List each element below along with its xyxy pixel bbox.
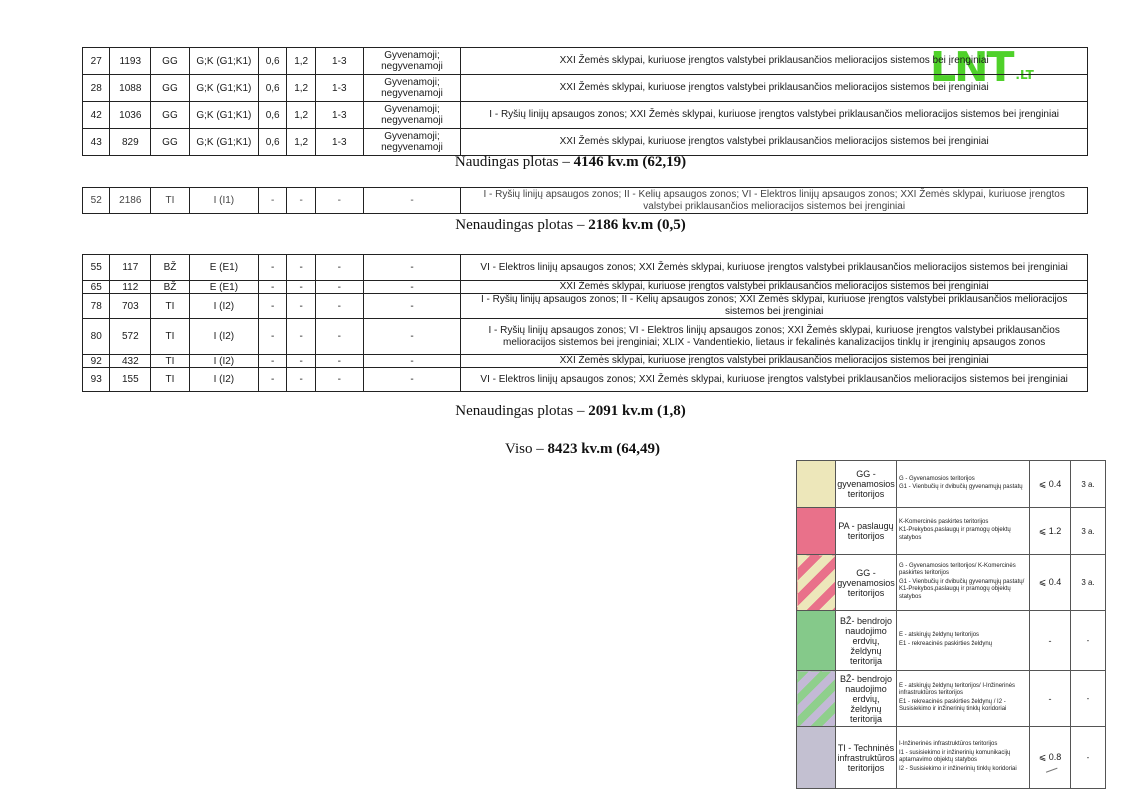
- cell-restr: XXI Žemės sklypai, kuriuose įrengtos valstybei priklausančios melioracijos sistemos bei įrenginiai: [461, 129, 1088, 156]
- cell-floors: -: [315, 255, 363, 281]
- cell-area: 829: [110, 129, 151, 156]
- table-row: [83, 255, 1088, 281]
- legend-floors: -: [1071, 611, 1106, 671]
- cell-k1: 0,6: [258, 75, 286, 102]
- cell-floors: -: [315, 355, 363, 368]
- cell-k2: -: [287, 188, 315, 214]
- legend-zone: GG - gyvenamosios teritorijos: [836, 555, 897, 611]
- cell-nr: 93: [83, 368, 110, 392]
- cell-nr: 92: [83, 355, 110, 368]
- cell-k1: 0,6: [258, 102, 286, 129]
- unusable-plots-table-2: [82, 254, 1088, 392]
- cell-area: 1088: [110, 75, 151, 102]
- cell-floors: 1-3: [315, 48, 363, 75]
- logo-tld-text: .LT: [1015, 68, 1034, 82]
- cell-k2: 1,2: [287, 102, 315, 129]
- cell-nr: 28: [83, 75, 110, 102]
- cell-zone: BŽ: [151, 281, 190, 294]
- legend-swatch: [797, 555, 836, 611]
- cell-nr: 43: [83, 129, 110, 156]
- cell-restr: XXI Žemės sklypai, kuriuose įrengtos valstybei priklausančios melioracijos sistemos bei įrenginiai: [461, 75, 1088, 102]
- summary-unusable-value-1: 2186 kv.m (0,5): [588, 217, 686, 233]
- cell-nr: 52: [83, 188, 110, 214]
- legend-description-line: E - atskirųjų želdynų teritorijos/ I-Inžinerinės infrastruktūros teritorijos: [899, 682, 1016, 696]
- legend-description-line: E - atskirųjų želdynų teritorijos: [899, 632, 980, 638]
- table-row: [83, 368, 1088, 392]
- summary-total-area: [12, 441, 1141, 458]
- cell-zone: GG: [151, 129, 190, 156]
- cell-zone: TI: [151, 319, 190, 355]
- cell-restr: VI - Elektros linijų apsaugos zonos; XXI Žemės sklypai, kuriuose įrengtos valstybei priklausančios melioracijos sistemos bei įrenginiai: [461, 255, 1088, 281]
- cell-use: I (I2): [189, 319, 258, 355]
- cell-k2: -: [287, 355, 315, 368]
- summary-total-value: 8423 kv.m (64,49): [547, 441, 660, 457]
- legend-floors: 3 a.: [1071, 508, 1106, 555]
- legend-swatch: [797, 508, 836, 555]
- legend-description: [897, 461, 1030, 508]
- table-row: [83, 355, 1088, 368]
- cell-k2: 1,2: [287, 75, 315, 102]
- cell-area: 117: [110, 255, 151, 281]
- zoning-legend-table: [796, 460, 1106, 789]
- cell-k1: -: [258, 355, 286, 368]
- useful-plots-table: [82, 43, 1088, 156]
- legend-swatch: [797, 727, 836, 789]
- cell-zone: GG: [151, 75, 190, 102]
- legend-row: [797, 611, 1106, 671]
- cell-floors: 1-3: [315, 75, 363, 102]
- cell-restr: I - Ryšių linijų apsaugos zonos; II - Kelių apsaugos zonos; XXI Žemės sklypai, kuriuose įrengtos valstybei priklausančios melioracijos sistemos bei įrenginiai: [461, 294, 1088, 319]
- table-row: [83, 281, 1088, 294]
- cell-use: G;K (G1;K1): [189, 102, 258, 129]
- legend-row: [797, 555, 1106, 611]
- cell-restr: I - Ryšių linijų apsaugos zonos; VI - Elektros linijų apsaugos zonos; XXI Žemės sklypai, kuriuose įrengtos valstybei priklausančios melioracijos sistemos bei įrenginiai; XLIX - Vandentiekio, lietaus ir fekalinės kanalizacijos tinklų ir įrenginių apsaugos zonos: [461, 319, 1088, 355]
- summary-unusable-value-2: 2091 kv.m (1,8): [588, 403, 686, 419]
- cell-k2: -: [287, 281, 315, 294]
- cell-area: 155: [110, 368, 151, 392]
- legend-density-ratio: ⩽ 0.4: [1030, 555, 1071, 611]
- legend-description-line: E1 - rekreacinės paskirties želdynų / I2 - Susisiekimo ir inžinerinių tinklų koridoriai: [899, 698, 1007, 712]
- legend-description-line: G1 - Vienbučių ir dvibučių gyvenamųjų pastatų/ K1-Prekybos,paslaugų ir pramogų objektų statybos: [899, 578, 1025, 600]
- legend-zone: BŽ- bendrojo naudojimo erdvių, želdynų teritorija: [836, 671, 897, 727]
- cell-restr: I - Ryšių linijų apsaugos zonos; II - Kelių apsaugos zonos; VI - Elektros linijų apsaugos zonos; XXI Žemės sklypai, kuriuose įrengtos valstybei priklausančios melioracijos sistemos bei įrenginiai: [461, 188, 1088, 214]
- legend-zone: BŽ- bendrojo naudojimo erdvių, želdynų teritorija: [836, 611, 897, 671]
- table-row: [83, 294, 1088, 319]
- cell-floors: -: [315, 294, 363, 319]
- table-row: [83, 319, 1088, 355]
- cell-area: 1193: [110, 48, 151, 75]
- cell-use: G;K (G1;K1): [189, 75, 258, 102]
- legend-description-line: K1-Prekybos,paslaugų ir pramogų objektų statybos: [899, 527, 1011, 541]
- summary-useful-area: [0, 154, 1141, 171]
- legend-description-line: I2 - Susisiekimo ir inžinerinių tinklų koridoriai: [899, 765, 1017, 772]
- cell-type: -: [363, 355, 461, 368]
- legend-description-line: K-Komercinės paskirtes teritorijos: [899, 518, 989, 525]
- cell-floors: -: [315, 188, 363, 214]
- legend-description: [897, 555, 1030, 611]
- legend-description-line: I1 - susisiekimo ir inžinerinių komunikacijų aptarnavimo objektų statybos: [899, 749, 1011, 763]
- cell-k1: 0,6: [258, 129, 286, 156]
- cell-restr: I - Ryšių linijų apsaugos zonos; XXI Žemės sklypai, kuriuose įrengtos valstybei priklausančios melioracijos sistemos bei įrenginiai: [461, 102, 1088, 129]
- legend-zone: TI - Techninės infrastruktūros teritorijos: [836, 727, 897, 789]
- cell-type: -: [363, 188, 461, 214]
- summary-unusable-label-1: Nenaudingas plotas –: [455, 217, 589, 233]
- legend-density-ratio: ⩽ 0.8: [1030, 727, 1071, 789]
- legend-row: [797, 508, 1106, 555]
- cell-restr: XXI Žemės sklypai, kuriuose įrengtos valstybei priklausančios melioracijos sistemos bei įrenginiai: [461, 355, 1088, 368]
- cell-k1: -: [258, 368, 286, 392]
- summary-useful-value: 4146 kv.m (62,19): [573, 154, 687, 170]
- cell-k2: 1,2: [287, 129, 315, 156]
- legend-description: [897, 611, 1030, 671]
- cell-use: G;K (G1;K1): [189, 48, 258, 75]
- cell-use: I (I2): [189, 355, 258, 368]
- cell-k2: -: [287, 319, 315, 355]
- cell-area: 432: [110, 355, 151, 368]
- cell-use: I (I2): [189, 294, 258, 319]
- cell-k1: -: [258, 255, 286, 281]
- cell-nr: 65: [83, 281, 110, 294]
- cell-k2: -: [287, 294, 315, 319]
- legend-floors: 3 a.: [1071, 555, 1106, 611]
- legend-description-line: I-Inžinerinės infrastruktūros teritorijos: [899, 741, 998, 747]
- summary-unusable-area-2: [0, 403, 1141, 420]
- legend-description: [897, 508, 1030, 555]
- legend-description: [897, 727, 1030, 789]
- cell-nr: 27: [83, 48, 110, 75]
- cell-floors: -: [315, 368, 363, 392]
- cell-use: G;K (G1;K1): [189, 129, 258, 156]
- cell-type: -: [363, 319, 461, 355]
- table-row: [83, 48, 1088, 75]
- legend-row: [797, 671, 1106, 727]
- cell-zone: TI: [151, 355, 190, 368]
- legend-floors: -: [1071, 727, 1106, 789]
- cell-floors: -: [315, 281, 363, 294]
- legend-zone: GG - gyvenamosios teritorijos: [836, 461, 897, 508]
- cell-k2: -: [287, 368, 315, 392]
- cell-k1: 0,6: [258, 48, 286, 75]
- cell-k2: -: [287, 255, 315, 281]
- legend-swatch: [797, 461, 836, 508]
- cell-k2: 1,2: [287, 48, 315, 75]
- cell-zone: GG: [151, 102, 190, 129]
- cell-nr: 55: [83, 255, 110, 281]
- legend-density-ratio: ⩽ 1.2: [1030, 508, 1071, 555]
- summary-unusable-label-2: Nenaudingas plotas –: [455, 403, 589, 419]
- table-row: [83, 129, 1088, 156]
- cell-nr: 78: [83, 294, 110, 319]
- cell-type: -: [363, 294, 461, 319]
- cell-type: -: [363, 281, 461, 294]
- cell-area: 572: [110, 319, 151, 355]
- cell-type: -: [363, 255, 461, 281]
- cell-type: -: [363, 368, 461, 392]
- cell-use: E (E1): [189, 255, 258, 281]
- cell-restr: XXI Žemės sklypai, kuriuose įrengtos valstybei priklausančios melioracijos sistemos bei įrenginiai: [461, 281, 1088, 294]
- cell-zone: TI: [151, 294, 190, 319]
- legend-floors: 3 a.: [1071, 461, 1106, 508]
- cell-floors: 1-3: [315, 102, 363, 129]
- legend-density-ratio: -: [1030, 611, 1071, 671]
- cell-k1: -: [258, 281, 286, 294]
- legend-description-line: G1 - Vienbučių ir dvibučių gyvenamųjų pastatų: [899, 484, 1023, 490]
- legend-description-line: G - Gyvenamosios teritorijos: [899, 475, 975, 482]
- cell-zone: GG: [151, 48, 190, 75]
- legend-row: [797, 727, 1106, 789]
- cell-type: Gyvenamoji; negyvenamoji: [363, 75, 461, 102]
- legend-density-ratio: ⩽ 0.4: [1030, 461, 1071, 508]
- cell-nr: 42: [83, 102, 110, 129]
- legend-description-line: E1 - rekreacinės paskirties želdynų: [899, 640, 993, 647]
- cell-k1: -: [258, 319, 286, 355]
- cell-floors: -: [315, 319, 363, 355]
- cell-area: 112: [110, 281, 151, 294]
- cell-use: I (I1): [189, 188, 258, 214]
- legend-description-line: G - Gyvenamosios teritorijos/ K-Komercinės paskirtes teritorijos: [899, 562, 1016, 577]
- cell-zone: BŽ: [151, 255, 190, 281]
- cell-use: E (E1): [189, 281, 258, 294]
- cell-restr: XXI Žemės sklypai, kuriuose įrengtos valstybei priklausančios melioracijos sistemos bei įrenginiai: [461, 48, 1088, 75]
- cell-type: Gyvenamoji; negyvenamoji: [363, 102, 461, 129]
- summary-useful-label: Naudingas plotas –: [454, 154, 574, 170]
- legend-row: [797, 461, 1106, 508]
- cell-area: 2186: [110, 188, 151, 214]
- cell-nr: 80: [83, 319, 110, 355]
- cell-area: 703: [110, 294, 151, 319]
- table-row: [83, 102, 1088, 129]
- cell-zone: TI: [151, 188, 190, 214]
- legend-swatch: [797, 611, 836, 671]
- table-row: [83, 75, 1088, 102]
- legend-density-ratio: -: [1030, 671, 1071, 727]
- cell-zone: TI: [151, 368, 190, 392]
- logo-main-text: LNT: [930, 43, 1013, 91]
- cell-type: Gyvenamoji; negyvenamoji: [363, 48, 461, 75]
- table-row: [83, 188, 1088, 214]
- cell-type: Gyvenamoji; negyvenamoji: [363, 129, 461, 156]
- legend-floors: -: [1071, 671, 1106, 727]
- cell-restr: VI - Elektros linijų apsaugos zonos; XXI Žemės sklypai, kuriuose įrengtos valstybei priklausančios melioracijos sistemos bei įrenginiai: [461, 368, 1088, 392]
- summary-total-label: Viso –: [505, 441, 548, 457]
- cell-k1: -: [258, 294, 286, 319]
- unusable-plots-table-1: [82, 187, 1088, 214]
- legend-description: [897, 671, 1030, 727]
- legend-zone: PA - paslaugų teritorijos: [836, 508, 897, 555]
- cell-area: 1036: [110, 102, 151, 129]
- summary-unusable-area-1: [0, 217, 1141, 234]
- legend-swatch: [797, 671, 836, 727]
- cell-floors: 1-3: [315, 129, 363, 156]
- cell-k1: -: [258, 188, 286, 214]
- cell-use: I (I2): [189, 368, 258, 392]
